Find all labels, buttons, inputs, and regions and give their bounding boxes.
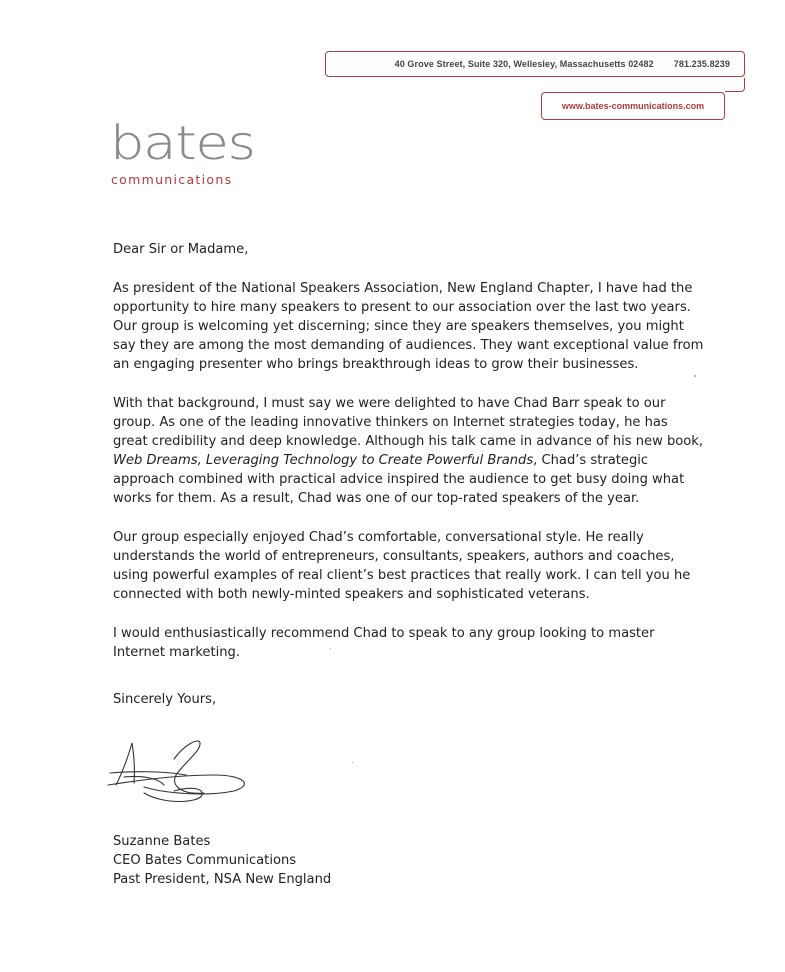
letter-body xyxy=(113,240,705,709)
paragraph-2-end: , Chad’s strategic approach combined with practical advice inspired the audience to get busy doing what works for them. As a result, Chad was one of our top-rated speakers of the year. xyxy=(113,453,685,506)
scan-speck xyxy=(694,375,696,377)
header-connector-line xyxy=(725,78,745,92)
book-title: Web Dreams, Leveraging Technology to Create Powerful Brands xyxy=(113,453,534,468)
signer-name: Suzanne Bates xyxy=(113,834,211,849)
handwritten-signature xyxy=(104,735,254,810)
scan-speck xyxy=(352,762,353,763)
address-text: 40 Grove Street, Suite 320, Wellesley, Massachusetts 02482 xyxy=(394,59,654,69)
signature-block xyxy=(113,832,331,889)
phone-text: 781.235.8239 xyxy=(673,59,730,69)
scan-speck xyxy=(330,648,331,649)
company-logo xyxy=(110,116,255,187)
logo-wordmark: bates xyxy=(110,116,255,170)
paragraph-3: Our group especially enjoyed Chad’s comfortable, conversational style. He really understands the world of entrepreneurs, consultants, speakers, authors and coaches, using powerful examples of real client’s best practices that really work. I can tell you he connected with both newly-minted speakers and sophisticated veterans. xyxy=(113,530,691,602)
signer-title: CEO Bates Communications xyxy=(113,853,297,868)
signer-role: Past President, NSA New England xyxy=(113,872,332,887)
paragraph-4: I would enthusiastically recommend Chad to speak to any group looking to master Internet marketing. xyxy=(113,626,655,660)
logo-subtitle: communications xyxy=(111,172,233,187)
website-box xyxy=(541,92,725,120)
website-text: www.bates-communications.com xyxy=(561,101,705,111)
paragraph-2-start: With that background, I must say we were delighted to have Chad Barr speak to our group. As one of the leading innovative thinkers on Internet strategies today, he has great credibility and deep knowledge. Although his talk came in advance of his new book, xyxy=(113,396,704,449)
address-box xyxy=(325,51,745,77)
paragraph-1: As president of the National Speakers Association, New England Chapter, I have had the opportunity to hire many speakers to present to our association over the last two years. Our group is welcoming yet discerning; since they are speakers themselves, you might say they are among the most demanding of audiences. They want exceptional value from an engaging presenter who brings breakthrough ideas to grow their businesses. xyxy=(113,281,704,372)
closing: Sincerely Yours, xyxy=(113,692,217,707)
paragraph-2 xyxy=(113,394,705,508)
salutation: Dear Sir or Madame, xyxy=(113,242,249,257)
